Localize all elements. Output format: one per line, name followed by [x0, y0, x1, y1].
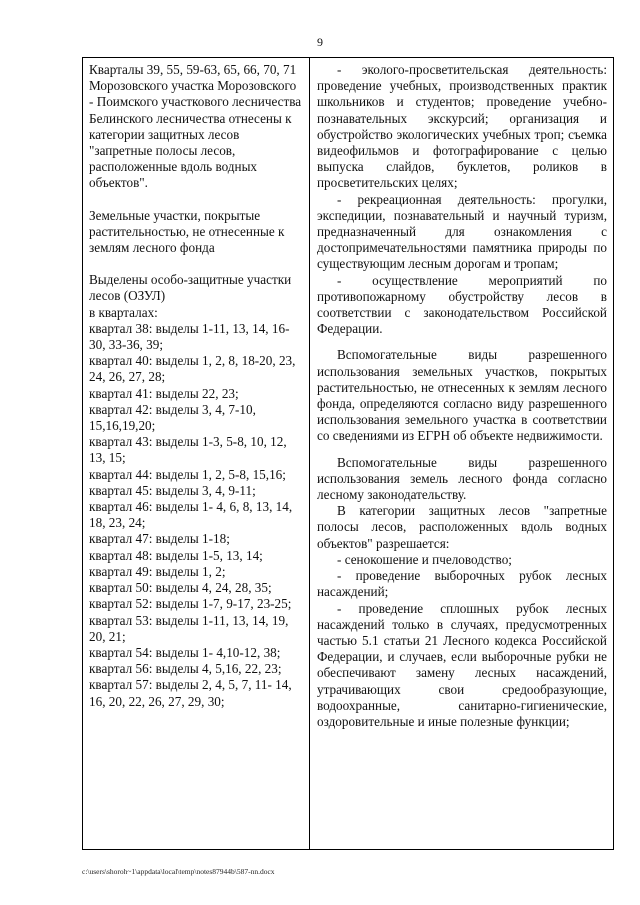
kvartal-line: квартал 48: выделы 1-5, 13, 14;: [89, 547, 263, 563]
paragraph-gap: [89, 192, 303, 208]
right-paragraph: - осуществление мероприятий по противопожарному обустройству лесов в соответствии с законодательством Российской Федерации.: [317, 272, 607, 337]
document-table: [82, 57, 614, 850]
kvartal-line: квартал 44: выделы 1, 2, 5-8, 15,16;: [89, 466, 286, 482]
kvartal-line: квартал 49: выделы 1, 2;: [89, 563, 226, 579]
table-right-column: [310, 58, 613, 849]
right-paragraph: Вспомогательные виды разрешенного использования земельных участков, покрытых растительностью, не отнесенных к землям лесного фонда, определяются согласно виду разрешенного использования земельного участка в соответствии со сведениями из ЕГРН об объекте недвижимости.: [317, 347, 607, 444]
right-paragraph: - проведение выборочных рубок лесных насаждений;: [317, 568, 607, 600]
left-paragraph: Кварталы 39, 55, 59-63, 65, 66, 70, 71 Морозовского участка Морозовского - Поимского участкового лесничества Белинского лесничества отнесены к категории защитных лесов "запретные полосы лесов, расположенные вдоль водных объектов".: [89, 62, 302, 191]
page-number: 9: [317, 35, 323, 49]
right-paragraph: - рекреационная деятельность: прогулки, экспедиции, познавательный и научный туризм, предназначенный для ознакомления с достопримечательностями памятника природы по существующим лесным дорогам и тропам;: [317, 191, 607, 272]
kvartal-line: квартал 42: выделы 3, 4, 7-10, 15,16,19,20;: [89, 401, 256, 434]
kvartal-line: квартал 41: выделы 22, 23;: [89, 385, 239, 401]
kvartal-line: квартал 40: выделы 1, 2, 8, 18-20, 23, 24, 26, 27, 28;: [89, 353, 296, 385]
paragraph-gap: [89, 256, 303, 272]
kvartal-line: квартал 53: выделы 1-11, 13, 14, 19, 20, 21;: [89, 612, 289, 644]
right-paragraph: - сенокошение и пчеловодство;: [337, 551, 512, 567]
left-paragraph: в кварталах:: [89, 304, 158, 320]
kvartal-line: квартал 57: выделы 2, 4, 5, 7, 11- 14, 16, 20, 22, 26, 27, 29, 30;: [89, 677, 292, 709]
kvartal-line: квартал 46: выделы 1- 4, 6, 8, 13, 14, 18, 23, 24;: [89, 499, 293, 531]
right-paragraph: - эколого-просветительская деятельность: проведение учебных, производственных практик школьников и студентов; проведение учебно-познавательных экскурсий; организация и обустройство экологических учебных троп; съемка видеофильмов и фотографирование с целью выпуска слайдов, буклетов, роликов в просветительских целях;: [317, 62, 607, 191]
table-left-column: [83, 58, 310, 849]
left-paragraph: Выделены особо-защитные участки лесов (ОЗУЛ): [89, 272, 292, 304]
kvartal-line: квартал 54: выделы 1- 4,10-12, 38;: [89, 644, 281, 660]
kvartal-line: квартал 47: выделы 1-18;: [89, 531, 230, 547]
right-paragraph: Вспомогательные виды разрешенного использования земель лесного фонда согласно лесному законодательству.: [317, 454, 607, 503]
right-paragraph: - проведение сплошных рубок лесных насаждений только в случаях, предусмотренных частью 5.1 статьи 21 Лесного кодекса Российской Федерации, и случаев, если выборочные рубки не обеспечивают замену лесных насаждений, утрачивающих свои средообразующие, водоохранные, санитарно-гигиенические, оздоровительные и иные полезные функции;: [317, 600, 607, 729]
kvartal-line: квартал 56: выделы 4, 5,16, 22, 23;: [89, 661, 282, 677]
right-paragraph: В категории защитных лесов "запретные полосы лесов, расположенных вдоль водных объектов" разрешается:: [317, 503, 607, 551]
kvartal-line: квартал 52: выделы 1-7, 9-17, 23-25;: [89, 596, 292, 612]
left-paragraph: Земельные участки, покрытые растительностью, не отнесенные к землям лесного фонда: [89, 207, 285, 256]
kvartal-line: квартал 50: выделы 4, 24, 28, 35;: [89, 580, 272, 596]
footer-file-path: c:\users\shoroh~1\appdata\local\temp\notes87944b\587-nn.docx: [82, 867, 275, 876]
kvartal-line: квартал 43: выделы 1-3, 5-8, 10, 12, 13, 15;: [89, 434, 287, 466]
kvartal-line: квартал 38: выделы 1-11, 13, 14, 16-30, 33-36, 39;: [89, 320, 290, 353]
kvartal-line: квартал 45: выделы 3, 4, 9-11;: [89, 482, 256, 498]
